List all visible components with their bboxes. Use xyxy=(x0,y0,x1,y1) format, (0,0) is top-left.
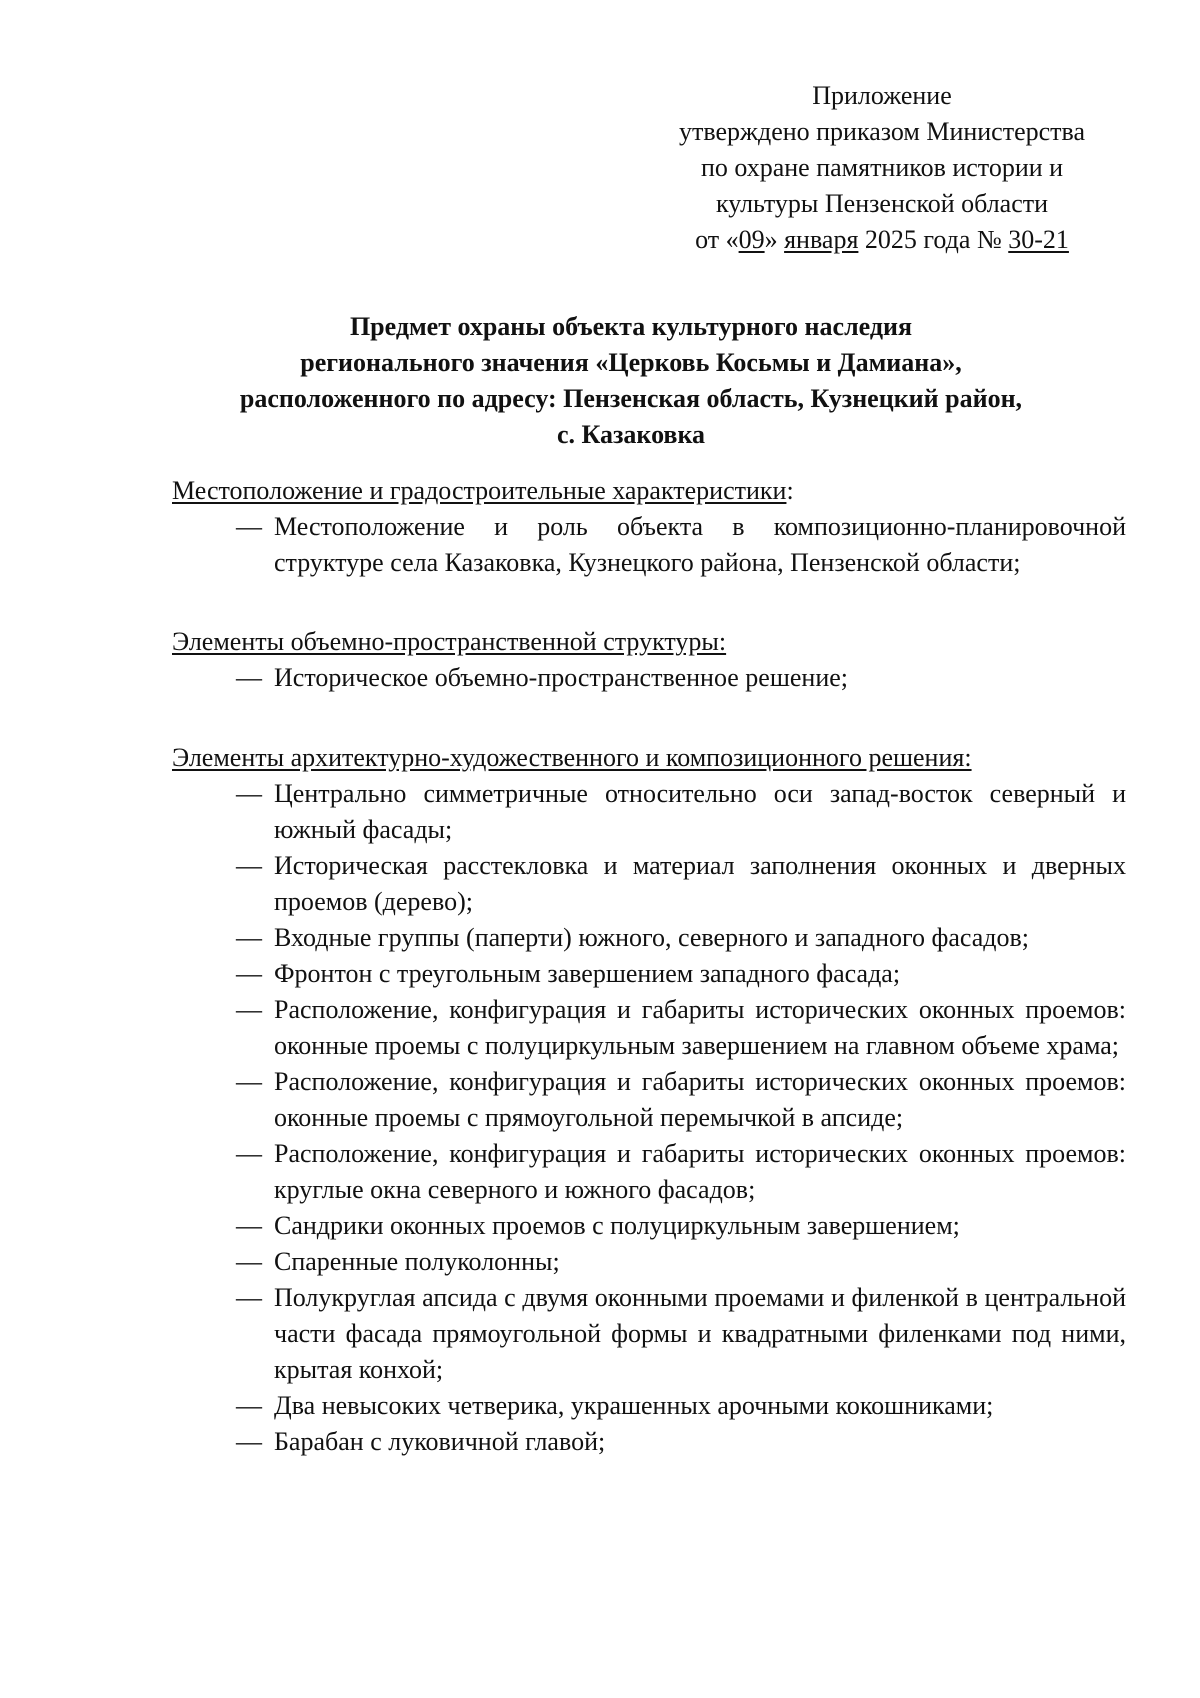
list-item xyxy=(172,1424,1126,1460)
dash-marker: — xyxy=(236,1427,262,1456)
section-heading xyxy=(172,473,1126,509)
list-item xyxy=(172,1136,1126,1208)
section-heading-text: Местоположение и градостроительные характеристики xyxy=(172,476,787,505)
dash-marker: — xyxy=(236,1067,262,1096)
list-item xyxy=(172,509,1126,581)
approval-line: культуры Пензенской области xyxy=(715,189,1049,218)
dash-marker: — xyxy=(236,1247,262,1276)
section-location xyxy=(172,473,1126,581)
dash-marker: — xyxy=(236,995,262,1024)
list-item xyxy=(172,920,1126,956)
date-day: 09 xyxy=(738,225,765,254)
item-list xyxy=(172,509,1126,581)
dash-marker: — xyxy=(236,959,262,988)
dash-marker: — xyxy=(236,1211,262,1240)
order-number: 30-21 xyxy=(1008,225,1069,254)
dash-marker: — xyxy=(236,779,262,808)
title-line: с. Казаковка xyxy=(556,420,706,449)
dash-marker: — xyxy=(236,1391,262,1420)
list-item-text: Фронтон с треугольным завершением западного фасада; xyxy=(274,959,901,988)
date-quote-close: » xyxy=(764,225,785,254)
dash-marker: — xyxy=(236,1283,262,1312)
list-item-text: Историческая расстекловка и материал заполнения оконных и дверных проемов (дерево); xyxy=(274,851,1126,916)
list-item-text: Историческое объемно-пространственное решение; xyxy=(274,663,848,692)
title-line: Предмет охраны объекта культурного наследия xyxy=(349,312,913,341)
approval-date-line xyxy=(652,222,1112,258)
section-heading: Элементы объемно-пространственной структуры: xyxy=(172,627,727,656)
list-item xyxy=(172,660,1126,696)
list-item xyxy=(172,848,1126,920)
list-item-text: Входные группы (паперти) южного, северного и западного фасадов; xyxy=(274,923,1030,952)
document-title xyxy=(150,309,1112,453)
title-line: расположенного по адресу: Пензенская область, Кузнецкий район, xyxy=(239,384,1023,413)
list-item-text: Местоположение и роль объекта в композиционно-планировочной структуре села Казаковка, Кузнецкого района, Пензенской области; xyxy=(274,512,1126,577)
section-architecture xyxy=(172,740,1126,1460)
title-line: регионального значения «Церковь Косьмы и Дамиана», xyxy=(300,348,962,377)
list-item-text: Два невысоких четверика, украшенных арочными кокошниками; xyxy=(274,1391,994,1420)
dash-marker: — xyxy=(236,512,262,541)
dash-marker: — xyxy=(236,923,262,952)
list-item-text: Расположение, конфигурация и габариты исторических оконных проемов: оконные проемы с полуциркульным завершением на главном объеме храма; xyxy=(274,995,1126,1060)
list-item xyxy=(172,1064,1126,1136)
list-item xyxy=(172,1208,1126,1244)
date-prefix: от « xyxy=(695,225,739,254)
date-year: 2025 года № xyxy=(858,225,1009,254)
dash-marker: — xyxy=(236,663,262,692)
item-list xyxy=(172,776,1126,1460)
list-item-text: Барабан с луковичной главой; xyxy=(274,1427,606,1456)
list-item-text: Сандрики оконных проемов с полуциркульным завершением; xyxy=(274,1211,960,1240)
approval-block xyxy=(652,78,1112,258)
list-item xyxy=(172,1280,1126,1388)
dash-marker: — xyxy=(236,851,262,880)
list-item-text: Полукруглая апсида с двумя оконными проемами и филенкой в центральной части фасада прямоугольной формы и квадратными филенками под ними, крытая конхой; xyxy=(274,1283,1126,1384)
section-heading-colon: : xyxy=(786,476,794,505)
dash-marker: — xyxy=(236,1139,262,1168)
section-volume-structure xyxy=(172,624,1126,696)
approval-line: по охране памятников истории и xyxy=(700,153,1064,182)
list-item-text: Расположение, конфигурация и габариты исторических оконных проемов: круглые окна северного и южного фасадов; xyxy=(274,1139,1126,1204)
list-item-text: Спаренные полуколонны; xyxy=(274,1247,560,1276)
section-heading: Элементы архитектурно-художественного и композиционного решения: xyxy=(172,743,972,772)
list-item-text: Центрально симметричные относительно оси запад-восток северный и южный фасады; xyxy=(274,779,1126,844)
item-list xyxy=(172,660,1126,696)
list-item xyxy=(172,1244,1126,1280)
list-item-text: Расположение, конфигурация и габариты исторических оконных проемов: оконные проемы с прямоугольной перемычкой в апсиде; xyxy=(274,1067,1126,1132)
list-item xyxy=(172,956,1126,992)
list-item xyxy=(172,992,1126,1064)
list-item xyxy=(172,776,1126,848)
date-month: января xyxy=(784,225,859,254)
approval-line: утверждено приказом Министерства xyxy=(678,117,1086,146)
approval-line: Приложение xyxy=(812,81,952,110)
list-item xyxy=(172,1388,1126,1424)
